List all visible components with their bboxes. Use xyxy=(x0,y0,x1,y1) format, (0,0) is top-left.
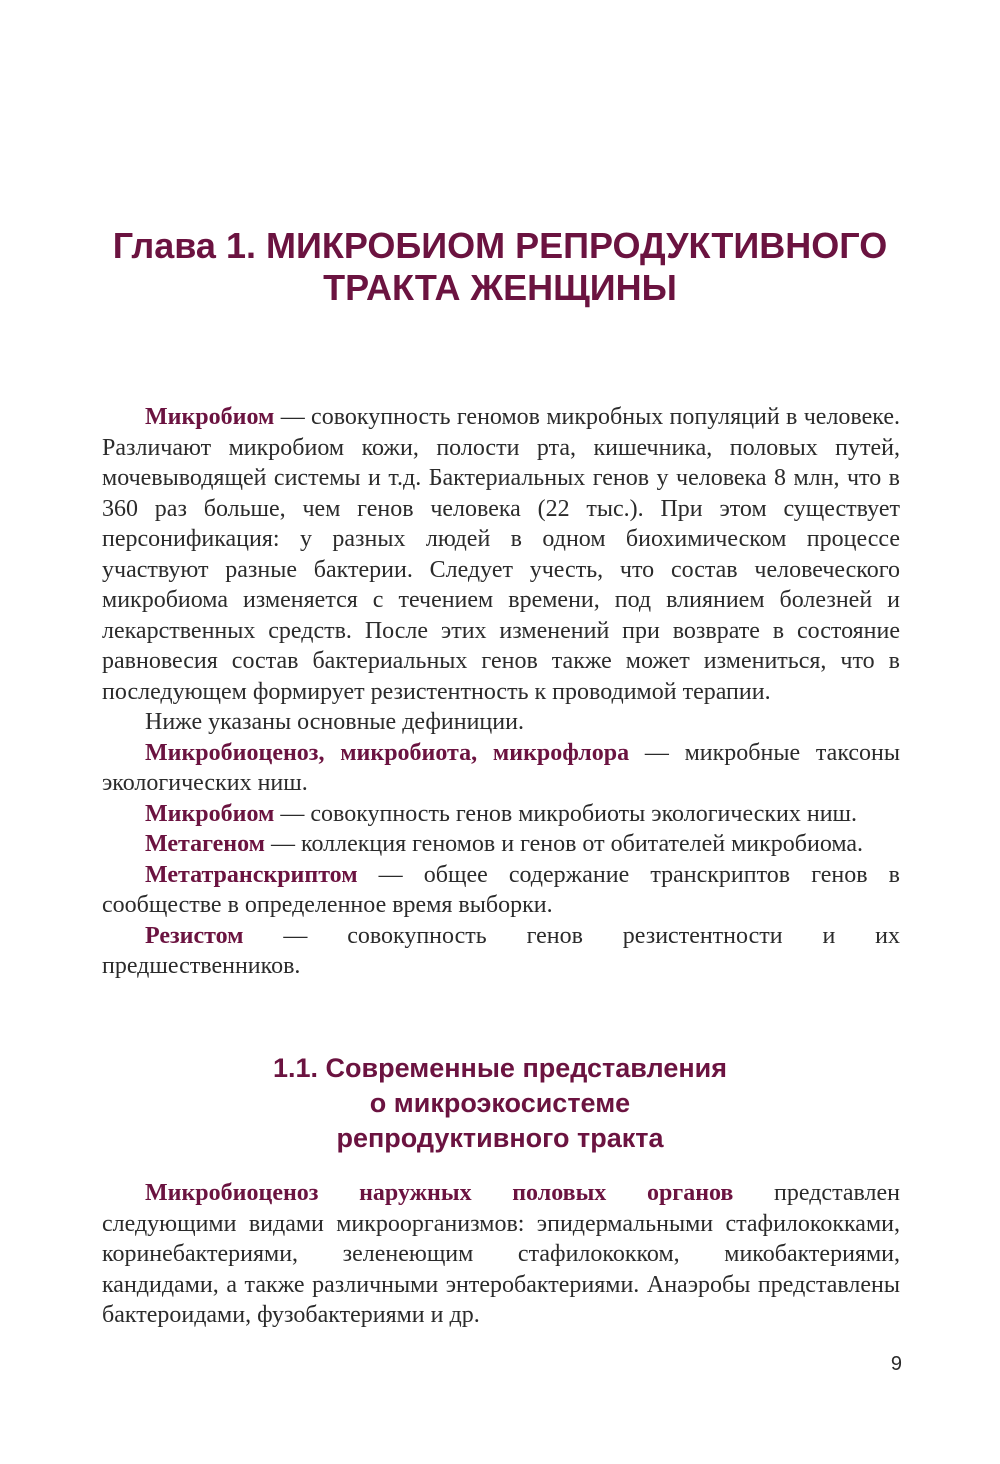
section-paragraph-text: представлен следующими видами микроорганизмов: эпидермальными стафилококками, коринебактериями, зеленеющим стафилококком, микобактериями, кандидами, а также различными энтеробактериями. Анаэробы представлены бактероидами, фузобактериями и др. xyxy=(102,1180,900,1328)
definition-term: Микробиом xyxy=(145,800,275,827)
section-title-line-3: репродуктивного тракта xyxy=(336,1123,664,1153)
definitions-block xyxy=(102,402,900,982)
definition-text: — коллекция геномов и генов от обитателей микробиома. xyxy=(265,831,864,857)
definition-microbiocenosis xyxy=(102,738,900,799)
term-external-organs: Микробиоценоз наружных половых органов xyxy=(145,1180,734,1206)
definition-term: Микробиоценоз, микробиота, микрофлора xyxy=(145,739,630,766)
definition-metatranscriptome xyxy=(102,860,900,921)
definition-text: — совокупность генов резистентности и их предшественников. xyxy=(102,922,900,979)
definition-term: Метатранскриптом xyxy=(145,861,358,888)
section-title-line-2: о микроэкосистеме xyxy=(369,1088,631,1118)
definition-text: — микробные таксоны экологических ниш. xyxy=(102,739,900,796)
definition-term: Метагеном xyxy=(145,831,266,857)
intro-text: — совокупность геномов микробных популяций в человеке. Различают микробиом кожи, полости рта, кишечника, половых путей, мочевыводящей системы и т.д. Бактериальных генов у человека 8 млн, что в 360 раз больше, чем генов человека (22 тыс.). При этом существует персонификация: у разных людей в одном биохимическом процессе участвуют разные бактерии. Следует учесть, что состав человеческого микробиома изменяется с течением времени, под влиянием болезней и лекарственных средств. После этих изменений при возврате в состояние равновесия состав бактериальных генов также может измениться, что в последующем формирует резистентность к проводимой терапии. xyxy=(102,404,900,705)
section-title-line-1: 1.1. Современные представления xyxy=(272,1053,728,1083)
definition-microbiome xyxy=(102,799,900,830)
chapter-title-line-2: ТРАКТА ЖЕНЩИНЫ xyxy=(323,267,677,308)
definition-resistome xyxy=(102,921,900,982)
chapter-title xyxy=(90,225,910,309)
section-paragraph xyxy=(102,1178,900,1331)
intro-paragraph xyxy=(102,402,900,707)
term-microbiome: Микробиом xyxy=(145,404,275,430)
definition-text: — общее содержание транскриптов генов в сообществе в определенное время выборки. xyxy=(102,861,900,918)
section-body xyxy=(102,1178,900,1331)
definition-text: — совокупность генов микробиоты экологических ниш. xyxy=(274,800,858,827)
page-number: 9 xyxy=(890,1353,902,1375)
definition-metagenome xyxy=(102,829,900,860)
definition-term: Резистом xyxy=(145,922,244,949)
section-title xyxy=(150,1051,850,1156)
chapter-title-line-1: Глава 1. МИКРОБИОМ РЕПРОДУКТИВНОГО xyxy=(112,225,888,266)
definitions-intro: Ниже указаны основные дефиниции. xyxy=(145,709,524,735)
